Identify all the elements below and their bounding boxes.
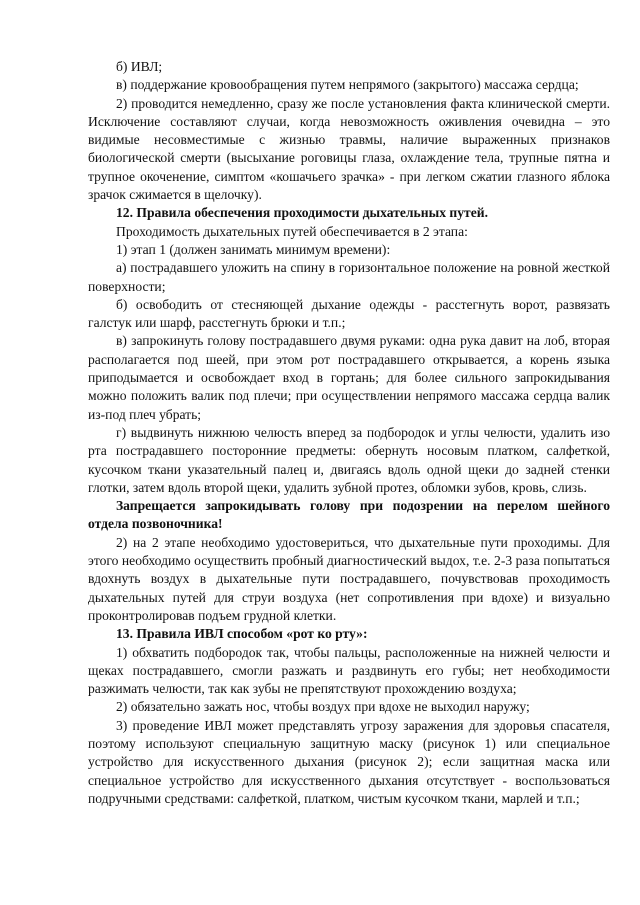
paragraph-rule-two: 2) обязательно зажать нос, чтобы воздух при вдохе не выходил наружу; — [116, 699, 530, 715]
paragraph-immediate-start: 2) проводится немедленно, сразу же после установления факта клинической смерти. Исключение составляют случаи, когда невозможность оживления очевидна – это видимые несовместимые с жизнью травмы, наличие выраженных признаков биологической смерти (высыхание роговицы глаза, охлаждение тела, трупные пятна и трупное окоченение, симптом «кошачьего зрачка» - при легком сжатии глазного яблока зрачок сжимается в щелочку). — [88, 95, 610, 203]
section-heading-airway: 12. Правила обеспечения проходимости дыхательных путей. — [116, 205, 488, 221]
paragraph-stage-one-a: а) пострадавшего уложить на спину в горизонтальное положение на ровной жесткой поверхности; — [88, 260, 610, 294]
document-page — [88, 58, 610, 808]
paragraph-stage-one-c: в) запрокинуть голову пострадавшего двумя руками: одна рука давит на лоб, вторая располагается под шеей, при этом рот пострадавшего открывается, а корень языка приподымается и освобождает вход в гортань; для более сильного запрокидывания можно положить валик под плечи; при осуществлении непрямого массажа сердца валик из-под плеч убрать; — [88, 333, 610, 422]
paragraph-airway-stages: Проходимость дыхательных путей обеспечивается в 2 этапа: — [116, 223, 468, 239]
paragraph-circulation-item: в) поддержание кровообращения путем непрямого (закрытого) массажа сердца; — [116, 77, 579, 93]
paragraph-stage-two: 2) на 2 этапе необходимо удостовериться, что дыхательные пути проходимы. Для этого необходимо осуществить пробный диагностический выдох, т.е. 2-3 раза попытаться вдохнуть воздух в дыхательные пути пострадавшего, почувствовав проходимость дыхательных путей для струи воздуха (нет сопротивления при вдохе) и визуально проконтролировав подъем грудной клетки. — [88, 534, 610, 623]
paragraph-stage-one-b: б) освободить от стесняющей дыхание одежды - расстегнуть ворот, развязать галстук или шарф, расстегнуть брюки и т.п.; — [88, 296, 610, 331]
paragraph-stage-one-d: г) выдвинуть нижнюю челюсть вперед за подбородок и углы челюсти, удалить изо рта пострадавшего посторонние предметы: обернуть носовым платком, салфеткой, кусочком ткани указательный палец и, двигаясь вдоль одной щеки до задней стенки глотки, затем вдоль второй щеки, удалить зубной протез, обломки зубов, кровь, слизь. — [88, 424, 610, 495]
paragraph-rule-three: 3) проведение ИВЛ может представлять угрозу заражения для здоровья спасателя, поэтому используют специальную защитную маску (рисунок 1) или специальное устройство для искусственного дыхания (рисунок 2); если защитная маска или специальное устройство для искусственного дыхания отсутствует - воспользоваться подручными средствами: салфеткой, платком, чистым кусочком ткани, марлей и т.п.; — [88, 717, 610, 806]
paragraph-rule-one: 1) обхватить подбородок так, чтобы пальцы, расположенные на нижней челюсти и щеках пострадавшего, смогли разжать и раздвинуть его губы; нет необходимости разжимать челюсти, так как зубы не препятствуют прохождению воздуха; — [88, 644, 610, 697]
paragraph-stage-one: 1) этап 1 (должен занимать минимум времени): — [116, 241, 391, 257]
section-heading-mouth-to-mouth: 13. Правила ИВЛ способом «рот ко рту»: — [116, 626, 368, 642]
warning-cervical-spine: Запрещается запрокидывать голову при подозрении на перелом шейного отдела позвоночника! — [88, 498, 610, 532]
paragraph-ventilation-item: б) ИВЛ; — [116, 59, 163, 74]
